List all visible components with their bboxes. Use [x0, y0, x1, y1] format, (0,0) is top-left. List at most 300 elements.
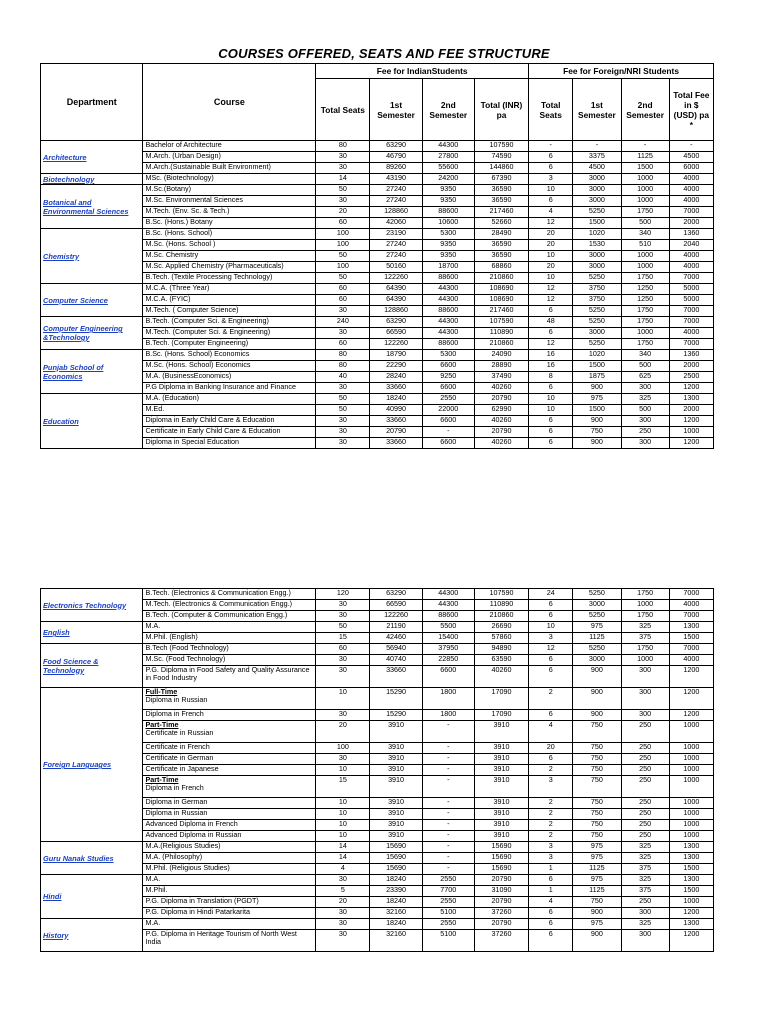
foreign-2nd-semester-cell: 1250: [621, 295, 669, 306]
table-row: [41, 174, 714, 185]
course-cell: B.Tech. (Electronics & Communication Engg.): [143, 589, 316, 600]
course-cell: M.Tech. ( Computer Science): [143, 306, 316, 317]
foreign-1st-semester-cell: 750: [573, 831, 621, 842]
foreign-1st-semester-cell: 5250: [573, 611, 621, 622]
course-cell: Certificate in Early Child Care & Education: [143, 427, 316, 438]
foreign-2nd-semester-cell: 250: [621, 754, 669, 765]
indian-total-inr-cell: 108690: [474, 295, 528, 306]
foreign-total-seats-cell: 10: [529, 251, 573, 262]
indian-total-inr-cell: 3910: [474, 831, 528, 842]
indian-1st-semester-cell: 18240: [370, 897, 422, 908]
foreign-2nd-semester-cell: 510: [621, 240, 669, 251]
indian-2nd-semester-cell: 22000: [422, 405, 474, 416]
foreign-total-seats-cell: -: [529, 141, 573, 152]
course-cell: Diploma in Russian: [143, 809, 316, 820]
foreign-2nd-semester-cell: 1750: [621, 611, 669, 622]
indian-1st-semester-cell: 42460: [370, 633, 422, 644]
indian-total-seats-cell: 14: [316, 174, 370, 185]
indian-2nd-semester-cell: 9250: [422, 372, 474, 383]
indian-1st-semester-cell: 64390: [370, 284, 422, 295]
foreign-total-seats-cell: 1: [529, 886, 573, 897]
foreign-total-seats-header: Total Seats: [529, 79, 573, 141]
foreign-1st-semester-cell: 1500: [573, 361, 621, 372]
foreign-total-seats-cell: 4: [529, 721, 573, 743]
indian-2nd-semester-cell: 5300: [422, 229, 474, 240]
foreign-total-usd-cell: 2000: [669, 405, 713, 416]
indian-1st-semester-cell: 89260: [370, 163, 422, 174]
foreign-total-seats-cell: 2: [529, 831, 573, 842]
indian-2nd-semester-cell: 44300: [422, 295, 474, 306]
indian-total-inr-cell: 40260: [474, 666, 528, 688]
department-cell: Hindi: [41, 875, 143, 919]
foreign-total-seats-cell: 4: [529, 207, 573, 218]
department-cell: Architecture: [41, 141, 143, 174]
indian-total-seats-cell: 50: [316, 622, 370, 633]
indian-1st-semester-cell: 23190: [370, 229, 422, 240]
foreign-total-usd-cell: 4000: [669, 251, 713, 262]
indian-total-inr-cell: 217460: [474, 306, 528, 317]
foreign-1st-semester-cell: 750: [573, 897, 621, 908]
course-cell: B.Tech. (Computer Engineering): [143, 339, 316, 350]
indian-total-seats-cell: 50: [316, 394, 370, 405]
indian-total-seats-cell: 30: [316, 919, 370, 930]
indian-total-seats-cell: 100: [316, 743, 370, 754]
indian-total-seats-cell: 60: [316, 295, 370, 306]
foreign-total-seats-cell: 20: [529, 229, 573, 240]
indian-total-seats-cell: 50: [316, 251, 370, 262]
indian-total-inr-cell: 37260: [474, 930, 528, 952]
foreign-1st-semester-header: 1st Semester: [573, 79, 621, 141]
foreign-1st-semester-cell: 1875: [573, 372, 621, 383]
foreign-total-seats-cell: 4: [529, 897, 573, 908]
indian-2nd-semester-cell: 2550: [422, 919, 474, 930]
table-row: [41, 284, 714, 295]
foreign-2nd-semester-cell: 325: [621, 622, 669, 633]
course-cell: M.Phil. (English): [143, 633, 316, 644]
course-cell: M.C.A. (FYIC): [143, 295, 316, 306]
foreign-2nd-semester-cell: 300: [621, 438, 669, 449]
indian-total-seats-cell: 240: [316, 317, 370, 328]
indian-1st-semester-cell: 27240: [370, 196, 422, 207]
foreign-total-usd-cell: 1200: [669, 710, 713, 721]
foreign-2nd-semester-cell: 1750: [621, 317, 669, 328]
indian-1st-semester-cell: 20790: [370, 427, 422, 438]
foreign-1st-semester-cell: 5250: [573, 317, 621, 328]
course-cell: Diploma in French: [143, 710, 316, 721]
indian-total-inr-cell: 40260: [474, 383, 528, 394]
course-cell: M.Tech. (Computer Sci. & Engineering): [143, 328, 316, 339]
foreign-2nd-semester-cell: 625: [621, 372, 669, 383]
foreign-total-usd-cell: 1200: [669, 688, 713, 710]
course-cell: B.Sc. (Hons. School): [143, 229, 316, 240]
indian-total-inr-cell: 63590: [474, 655, 528, 666]
department-cell: Botanical and Environmental Sciences: [41, 185, 143, 229]
indian-total-seats-header: Total Seats: [316, 79, 370, 141]
indian-total-inr-cell: 3910: [474, 754, 528, 765]
indian-2nd-semester-cell: 44300: [422, 600, 474, 611]
indian-total-inr-cell: 94890: [474, 644, 528, 655]
foreign-total-usd-cell: 1500: [669, 633, 713, 644]
indian-1st-semester-cell: 63290: [370, 589, 422, 600]
foreign-1st-semester-cell: 3000: [573, 328, 621, 339]
indian-total-seats-cell: 30: [316, 655, 370, 666]
indian-2nd-semester-cell: 2550: [422, 394, 474, 405]
indian-total-seats-cell: 80: [316, 350, 370, 361]
indian-2nd-semester-cell: 44300: [422, 141, 474, 152]
foreign-total-usd-cell: 7000: [669, 644, 713, 655]
foreign-2nd-semester-cell: 340: [621, 350, 669, 361]
indian-total-seats-cell: 20: [316, 207, 370, 218]
foreign-1st-semester-cell: 975: [573, 394, 621, 405]
foreign-total-seats-cell: 6: [529, 416, 573, 427]
foreign-2nd-semester-cell: 250: [621, 897, 669, 908]
table-row: [41, 394, 714, 405]
indian-1st-semester-cell: 21190: [370, 622, 422, 633]
foreign-2nd-semester-cell: 375: [621, 633, 669, 644]
indian-1st-semester-cell: 27240: [370, 240, 422, 251]
foreign-1st-semester-cell: 900: [573, 416, 621, 427]
indian-fee-group-header: Fee for IndianStudents: [316, 64, 529, 79]
course-cell: Advanced Diploma in French: [143, 820, 316, 831]
foreign-2nd-semester-cell: 1000: [621, 655, 669, 666]
foreign-total-seats-cell: 3: [529, 853, 573, 864]
indian-total-inr-cell: 26690: [474, 622, 528, 633]
indian-total-inr-cell: 20790: [474, 875, 528, 886]
foreign-1st-semester-cell: 750: [573, 765, 621, 776]
course-cell: M.A.: [143, 875, 316, 886]
indian-total-seats-cell: 10: [316, 820, 370, 831]
department-cell: Chemistry: [41, 229, 143, 284]
department-header: Department: [41, 64, 143, 141]
indian-total-inr-cell: 36590: [474, 185, 528, 196]
foreign-total-usd-cell: 4000: [669, 600, 713, 611]
indian-1st-semester-cell: 15690: [370, 864, 422, 875]
indian-1st-semester-cell: 28240: [370, 372, 422, 383]
indian-2nd-semester-cell: 44300: [422, 284, 474, 295]
indian-2nd-semester-cell: 5100: [422, 908, 474, 919]
department-cell: English: [41, 622, 143, 644]
foreign-total-seats-cell: 3: [529, 842, 573, 853]
indian-2nd-semester-cell: -: [422, 721, 474, 743]
foreign-1st-semester-cell: 5250: [573, 306, 621, 317]
foreign-total-usd-cell: 4000: [669, 328, 713, 339]
course-cell: M.Arch. (Urban Design): [143, 152, 316, 163]
indian-total-inr-cell: 28490: [474, 229, 528, 240]
indian-1st-semester-cell: 22290: [370, 361, 422, 372]
table-row: [41, 875, 714, 886]
table-row: [41, 644, 714, 655]
indian-total-seats-cell: 30: [316, 306, 370, 317]
indian-total-inr-cell: 36590: [474, 240, 528, 251]
foreign-total-seats-cell: 6: [529, 611, 573, 622]
indian-total-inr-cell: 107590: [474, 589, 528, 600]
indian-1st-semester-cell: 128860: [370, 207, 422, 218]
indian-total-inr-cell: 37490: [474, 372, 528, 383]
foreign-total-usd-cell: 1200: [669, 666, 713, 688]
foreign-total-usd-cell: 1300: [669, 622, 713, 633]
foreign-total-usd-cell: 1200: [669, 438, 713, 449]
foreign-1st-semester-cell: 3750: [573, 295, 621, 306]
fee-table-top-body: [41, 141, 714, 449]
indian-total-seats-cell: 20: [316, 897, 370, 908]
foreign-total-seats-cell: 6: [529, 710, 573, 721]
foreign-2nd-semester-cell: 375: [621, 864, 669, 875]
foreign-total-seats-cell: 16: [529, 350, 573, 361]
indian-total-inr-cell: 20790: [474, 394, 528, 405]
indian-2nd-semester-cell: 15400: [422, 633, 474, 644]
foreign-total-usd-cell: 1200: [669, 416, 713, 427]
foreign-1st-semester-cell: 3000: [573, 185, 621, 196]
indian-1st-semester-header: 1st Semester: [370, 79, 422, 141]
indian-2nd-semester-cell: 88600: [422, 611, 474, 622]
indian-total-inr-cell: 3910: [474, 765, 528, 776]
foreign-1st-semester-cell: 1530: [573, 240, 621, 251]
course-name: Certificate in Russian: [145, 728, 214, 738]
foreign-total-seats-cell: 10: [529, 405, 573, 416]
indian-2nd-semester-cell: -: [422, 831, 474, 842]
indian-total-inr-cell: 210860: [474, 339, 528, 350]
indian-total-seats-cell: 30: [316, 163, 370, 174]
foreign-1st-semester-cell: 1125: [573, 633, 621, 644]
foreign-total-usd-cell: 1000: [669, 897, 713, 908]
indian-total-inr-cell: 110890: [474, 328, 528, 339]
foreign-total-usd-cell: 1000: [669, 798, 713, 809]
indian-total-seats-cell: 30: [316, 328, 370, 339]
foreign-total-seats-cell: 6: [529, 306, 573, 317]
indian-total-seats-cell: 30: [316, 611, 370, 622]
foreign-2nd-semester-cell: 1750: [621, 273, 669, 284]
indian-total-seats-cell: 30: [316, 383, 370, 394]
indian-total-inr-cell: 108690: [474, 284, 528, 295]
indian-total-inr-cell: 20790: [474, 919, 528, 930]
foreign-2nd-semester-cell: 1500: [621, 163, 669, 174]
foreign-2nd-semester-cell: 1250: [621, 284, 669, 295]
indian-1st-semester-cell: 3910: [370, 809, 422, 820]
department-cell: History: [41, 919, 143, 952]
foreign-total-seats-cell: 6: [529, 600, 573, 611]
foreign-1st-semester-cell: 900: [573, 710, 621, 721]
foreign-1st-semester-cell: 5250: [573, 339, 621, 350]
indian-total-inr-cell: 24090: [474, 350, 528, 361]
foreign-total-seats-cell: 6: [529, 754, 573, 765]
indian-2nd-semester-cell: -: [422, 754, 474, 765]
foreign-2nd-semester-cell: 325: [621, 394, 669, 405]
indian-1st-semester-cell: 122260: [370, 273, 422, 284]
foreign-1st-semester-cell: 975: [573, 842, 621, 853]
indian-total-inr-cell: 40260: [474, 416, 528, 427]
foreign-total-seats-cell: 2: [529, 798, 573, 809]
foreign-1st-semester-cell: 1020: [573, 229, 621, 240]
course-cell: M.A. (Education): [143, 394, 316, 405]
foreign-2nd-semester-cell: 325: [621, 875, 669, 886]
foreign-2nd-semester-cell: 500: [621, 361, 669, 372]
indian-1st-semester-cell: 3910: [370, 798, 422, 809]
indian-total-seats-cell: 100: [316, 262, 370, 273]
course-cell: [143, 688, 316, 710]
indian-total-seats-cell: 20: [316, 721, 370, 743]
foreign-total-usd-cell: 1000: [669, 427, 713, 438]
indian-2nd-semester-cell: 5500: [422, 622, 474, 633]
foreign-total-usd-cell: 1000: [669, 721, 713, 743]
indian-2nd-semester-cell: 6600: [422, 438, 474, 449]
course-cell: M.A.: [143, 919, 316, 930]
indian-total-inr-cell: 15690: [474, 853, 528, 864]
foreign-1st-semester-cell: 5250: [573, 589, 621, 600]
course-cell: P.G. Diploma in Heritage Tourism of North West India: [143, 930, 316, 952]
foreign-total-seats-cell: 6: [529, 328, 573, 339]
indian-2nd-semester-cell: -: [422, 765, 474, 776]
foreign-2nd-semester-cell: 1000: [621, 262, 669, 273]
indian-2nd-semester-cell: 10600: [422, 218, 474, 229]
indian-2nd-semester-cell: 44300: [422, 317, 474, 328]
indian-1st-semester-cell: 33660: [370, 416, 422, 427]
indian-total-seats-cell: 10: [316, 831, 370, 842]
course-cell: M.A.(Religious Studies): [143, 842, 316, 853]
indian-2nd-semester-cell: -: [422, 853, 474, 864]
foreign-total-seats-cell: 6: [529, 152, 573, 163]
foreign-total-usd-cell: 4000: [669, 174, 713, 185]
fee-table-top: [40, 63, 714, 449]
department-cell: Punjab School of Economics: [41, 350, 143, 394]
indian-1st-semester-cell: 33660: [370, 666, 422, 688]
foreign-total-usd-cell: 4000: [669, 185, 713, 196]
foreign-2nd-semester-cell: 1000: [621, 251, 669, 262]
course-cell: M.A.: [143, 622, 316, 633]
indian-total-inr-cell: 3910: [474, 743, 528, 754]
indian-total-seats-cell: 30: [316, 666, 370, 688]
foreign-2nd-semester-cell: 300: [621, 666, 669, 688]
foreign-total-seats-cell: 6: [529, 908, 573, 919]
indian-2nd-semester-cell: 44300: [422, 589, 474, 600]
foreign-1st-semester-cell: 900: [573, 930, 621, 952]
foreign-total-seats-cell: 2: [529, 809, 573, 820]
indian-total-seats-cell: 15: [316, 633, 370, 644]
foreign-1st-semester-cell: 3000: [573, 600, 621, 611]
indian-total-seats-cell: 30: [316, 875, 370, 886]
foreign-total-seats-cell: 20: [529, 262, 573, 273]
indian-total-inr-cell: 107590: [474, 141, 528, 152]
indian-total-inr-cell: 144860: [474, 163, 528, 174]
foreign-total-usd-cell: 4000: [669, 196, 713, 207]
indian-2nd-semester-cell: 5300: [422, 350, 474, 361]
course-cell: M.Sc. Applied Chemistry (Pharmaceuticals): [143, 262, 316, 273]
course-cell: B.Tech (Food Technology): [143, 644, 316, 655]
foreign-1st-semester-cell: 3000: [573, 655, 621, 666]
indian-total-inr-cell: 40260: [474, 438, 528, 449]
indian-1st-semester-cell: 15290: [370, 688, 422, 710]
table-row: [41, 350, 714, 361]
foreign-total-seats-cell: 6: [529, 930, 573, 952]
foreign-1st-semester-cell: 3000: [573, 251, 621, 262]
foreign-total-usd-cell: 1000: [669, 776, 713, 798]
department-cell: Foreign Languages: [41, 688, 143, 842]
indian-2nd-semester-cell: 6600: [422, 416, 474, 427]
indian-1st-semester-cell: 18790: [370, 350, 422, 361]
indian-1st-semester-cell: 63290: [370, 317, 422, 328]
foreign-2nd-semester-cell: 1000: [621, 185, 669, 196]
foreign-total-usd-cell: 7000: [669, 589, 713, 600]
table-row: [41, 141, 714, 152]
foreign-2nd-semester-cell: 1750: [621, 589, 669, 600]
course-cell: M.Ed.: [143, 405, 316, 416]
indian-2nd-semester-cell: 37950: [422, 644, 474, 655]
course-cell: B.Sc. (Hons. School) Economics: [143, 350, 316, 361]
foreign-total-seats-cell: 3: [529, 776, 573, 798]
foreign-2nd-semester-cell: 250: [621, 765, 669, 776]
foreign-total-seats-cell: 20: [529, 743, 573, 754]
foreign-1st-semester-cell: 750: [573, 809, 621, 820]
foreign-1st-semester-cell: 5250: [573, 644, 621, 655]
fee-table-bottom-body: [41, 589, 714, 952]
course-cell: Diploma in German: [143, 798, 316, 809]
foreign-total-usd-cell: 1500: [669, 864, 713, 875]
foreign-2nd-semester-cell: 1000: [621, 328, 669, 339]
foreign-total-seats-cell: 16: [529, 361, 573, 372]
indian-total-seats-cell: 60: [316, 284, 370, 295]
course-cell: P.G Diploma in Banking Insurance and Finance: [143, 383, 316, 394]
foreign-total-usd-cell: 1200: [669, 908, 713, 919]
foreign-1st-semester-cell: 1500: [573, 405, 621, 416]
foreign-total-seats-cell: 2: [529, 820, 573, 831]
foreign-2nd-semester-cell: 250: [621, 776, 669, 798]
foreign-total-usd-cell: 2040: [669, 240, 713, 251]
indian-total-seats-cell: 30: [316, 196, 370, 207]
department-cell: Education: [41, 394, 143, 449]
foreign-total-usd-cell: 1000: [669, 754, 713, 765]
indian-1st-semester-cell: 42060: [370, 218, 422, 229]
indian-2nd-semester-cell: 22850: [422, 655, 474, 666]
indian-2nd-semester-cell: -: [422, 820, 474, 831]
indian-1st-semester-cell: 15290: [370, 710, 422, 721]
course-header: Course: [143, 64, 316, 141]
course-name: Diploma in Russian: [145, 695, 208, 705]
indian-1st-semester-cell: 64390: [370, 295, 422, 306]
course-cell: [143, 721, 316, 743]
foreign-total-usd-header: Total Fee in $ (USD) pa *: [669, 79, 713, 141]
course-cell: B.Sc. (Hons.) Botany: [143, 218, 316, 229]
foreign-total-usd-cell: 6000: [669, 163, 713, 174]
table-row: [41, 185, 714, 196]
indian-1st-semester-cell: 66590: [370, 328, 422, 339]
foreign-2nd-semester-cell: 500: [621, 405, 669, 416]
course-cell: M.Arch.(Sustainable Built Environment): [143, 163, 316, 174]
foreign-total-seats-cell: 6: [529, 163, 573, 174]
indian-total-seats-cell: 30: [316, 754, 370, 765]
foreign-total-usd-cell: 7000: [669, 339, 713, 350]
indian-1st-semester-cell: 3910: [370, 831, 422, 842]
indian-2nd-semester-cell: -: [422, 427, 474, 438]
indian-1st-semester-cell: 56940: [370, 644, 422, 655]
foreign-total-seats-cell: 10: [529, 394, 573, 405]
indian-2nd-semester-cell: 24200: [422, 174, 474, 185]
indian-total-seats-cell: 80: [316, 361, 370, 372]
indian-1st-semester-cell: 3910: [370, 754, 422, 765]
foreign-2nd-semester-header: 2nd Semester: [621, 79, 669, 141]
indian-total-seats-cell: 14: [316, 842, 370, 853]
indian-total-seats-cell: 60: [316, 644, 370, 655]
course-cell: M.Phil. (Religious Studies): [143, 864, 316, 875]
course-cell: P.G. Diploma in Food Safety and Quality Assurance in Food Industry: [143, 666, 316, 688]
foreign-1st-semester-cell: 5250: [573, 207, 621, 218]
indian-1st-semester-cell: 3910: [370, 743, 422, 754]
foreign-2nd-semester-cell: 375: [621, 886, 669, 897]
foreign-total-seats-cell: 6: [529, 919, 573, 930]
department-cell: Computer Engineering &Technology: [41, 317, 143, 350]
foreign-total-usd-cell: 5000: [669, 295, 713, 306]
course-cell: M.Sc.(Botany): [143, 185, 316, 196]
indian-total-seats-cell: 60: [316, 218, 370, 229]
foreign-total-usd-cell: -: [669, 141, 713, 152]
